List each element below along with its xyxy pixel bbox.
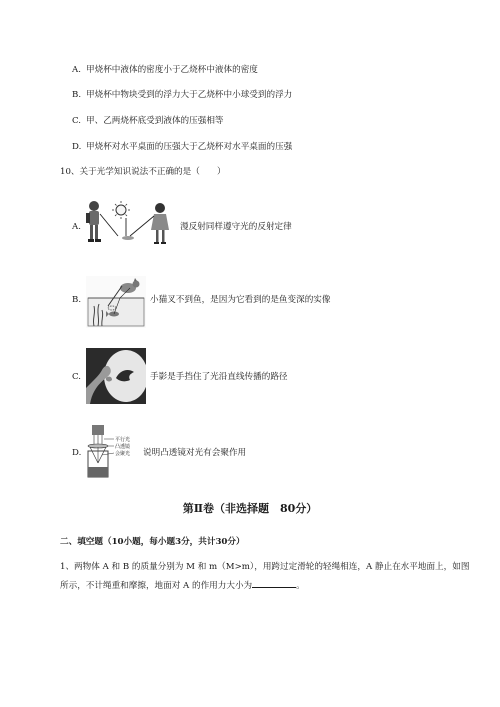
figure-label-converged-light: 会聚光 — [115, 451, 131, 457]
answer-blank[interactable] — [252, 578, 296, 588]
q9-option-c — [72, 115, 224, 127]
q10-option-c-letter: C. — [72, 372, 82, 382]
part-title: 二、填空题（10小题，每小题3分，共计30分） — [60, 537, 245, 547]
q10-option-b-text: 小猫叉不到鱼，是因为它看到的是鱼变深的实像 — [150, 295, 331, 305]
option-text: 甲烧杯中物块受到的浮力大于乙烧杯中小球受到的浮力 — [86, 90, 293, 100]
q9-option-b — [72, 89, 292, 101]
q10-option-b-letter: B. — [72, 295, 82, 305]
q10-option-d-letter: D. — [72, 448, 82, 458]
figure-label-parallel-light: 平行光 — [115, 437, 131, 443]
option-letter: D. — [72, 142, 82, 152]
figure-label-convex-lens: 凸透镜 — [115, 444, 131, 450]
figure-hand-shadow — [86, 348, 146, 404]
option-text: 甲、乙两烧杯底受到液体的压强相等 — [86, 116, 224, 126]
q10-option-d-text: 说明凸透镜对光有会聚作用 — [143, 448, 247, 458]
figure-hand-shadow-drawing — [86, 348, 146, 404]
fill-q1-text: 所示，不计绳重和摩擦，地面对 A 的作用力大小为 — [60, 581, 253, 591]
q9-option-a — [72, 64, 258, 76]
option-text: 甲烧杯中液体的密度小于乙烧杯中液体的密度 — [86, 65, 258, 75]
figure-diffuse-reflection — [82, 196, 176, 248]
option-letter: B. — [72, 90, 82, 100]
figure-convex-lens-drawing — [86, 423, 138, 479]
option-text: 甲烧杯对水平桌面的压强大于乙烧杯对水平桌面的压强 — [86, 142, 293, 152]
fill-q1-line1: 1、两物体 A 和 B 的质量分别为 M 和 m（M>m），用跨过定滑轮的轻绳相连，A 静止在水平地面上，如图 — [60, 562, 470, 572]
option-letter: A. — [72, 65, 81, 75]
q9-option-d — [72, 141, 292, 153]
q10-stem: 10、关于光学知识说法不正确的是（ ） — [60, 167, 226, 177]
figure-diffuse-reflection-drawing — [82, 196, 176, 248]
figure-cat-fishing — [86, 276, 146, 328]
q10-option-a-text: 漫反射同样遵守光的反射定律 — [180, 222, 292, 232]
fill-q1-line2 — [60, 578, 305, 592]
fill-q1-end: 。 — [296, 581, 305, 591]
q10-option-a-letter: A. — [72, 222, 81, 232]
figure-cat-fishing-drawing — [86, 276, 146, 328]
section-title: 第Ⅱ卷（非选择题 80分） — [182, 502, 318, 515]
option-letter: C. — [72, 116, 82, 126]
q10-option-c-text: 手影是手挡住了光沿直线传播的路径 — [150, 372, 288, 382]
figure-convex-lens — [86, 423, 138, 479]
